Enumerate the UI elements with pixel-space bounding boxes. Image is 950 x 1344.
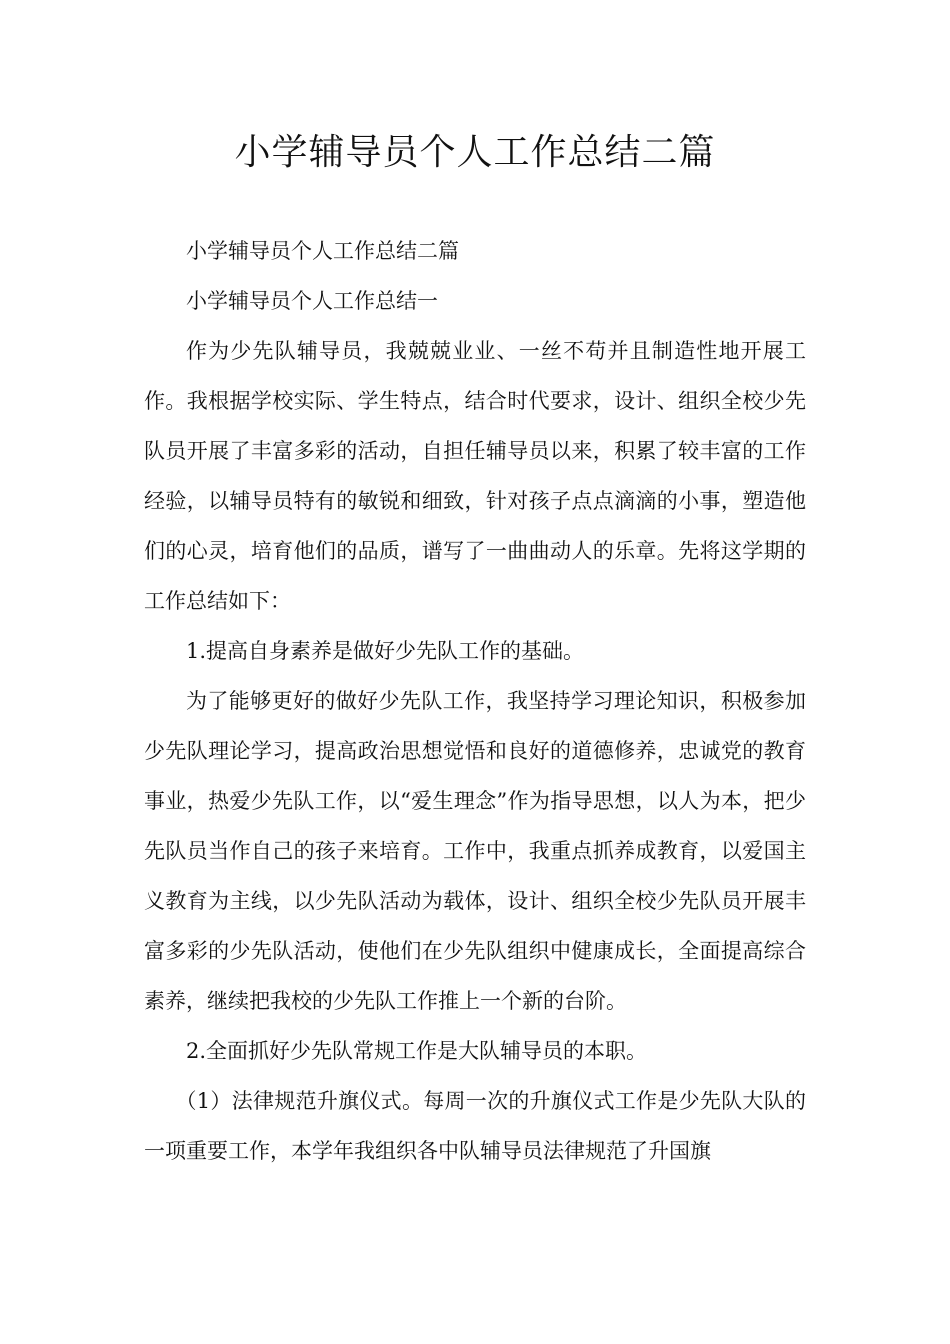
paragraph-heading-section-one: 小学辅导员个人工作总结一 bbox=[186, 289, 438, 313]
paragraph-intro: 作为少先队辅导员，我兢兢业业、一丝不苟并且制造性地开展工作。我根据学校实际、学生特点，结合时代要求，设计、组织全校少先队员开展了丰富多彩的活动，自担任辅导员以来，积累了较丰富的工作经验，以辅导员特有的敏锐和细致，针对孩子点点滴滴的小事，塑造他们的心灵，培育他们的品质，谱写了一曲曲动人的乐章。先将这学期的工作总结如下： bbox=[144, 339, 806, 613]
paragraph-point-two: 2.全面抓好少先队常规工作是大队辅导员的本职。 bbox=[186, 1039, 648, 1063]
paragraph-point-one: 1.提高自身素养是做好少先队工作的基础。 bbox=[186, 639, 585, 663]
paragraph-point-two-sub-one: （1）法律规范升旗仪式。每周一次的升旗仪式工作是少先队大队的一项重要工作，本学年我组织各中队辅导员法律规范了升国旗 bbox=[144, 1089, 806, 1163]
paragraph-heading-main: 小学辅导员个人工作总结二篇 bbox=[186, 239, 459, 263]
document-title: 小学辅导员个人工作总结二篇 bbox=[234, 132, 716, 173]
document-body bbox=[144, 226, 806, 1176]
paragraph-point-one-body: 为了能够更好的做好少先队工作，我坚持学习理论知识，积极参加少先队理论学习，提高政治思想觉悟和良好的道德修养，忠诚党的教育事业，热爱少先队工作，以“爱生理念”作为指导思想，以人为本，把少先队员当作自己的孩子来培育。工作中，我重点抓养成教育，以爱国主义教育为主线，以少先队活动为载体，设计、组织全校少先队员开展丰富多彩的少先队活动，使他们在少先队组织中健康成长，全面提高综合素养，继续把我校的少先队工作推上一个新的台阶。 bbox=[144, 689, 806, 1013]
